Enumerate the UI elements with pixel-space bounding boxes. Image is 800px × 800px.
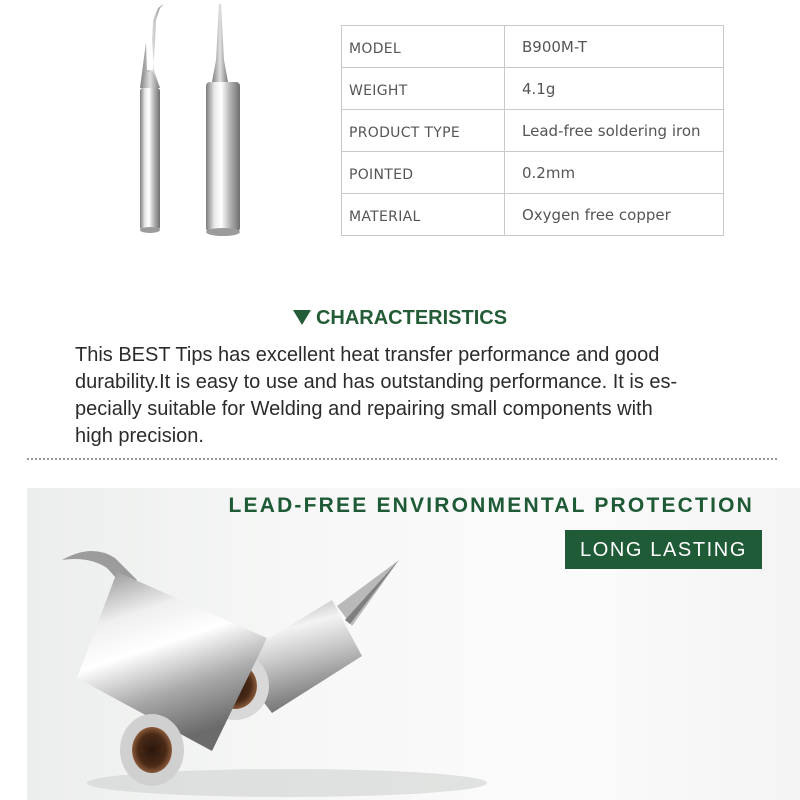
spec-table [341, 25, 724, 236]
spec-key: WEIGHT [342, 68, 505, 110]
spec-key: MODEL [342, 26, 505, 68]
spec-value: Lead-free soldering iron [505, 110, 724, 152]
description-line: high precision. [75, 425, 204, 447]
description-line: This BEST Tips has excellent heat transfer performance and good [75, 344, 660, 366]
banner-headline: LEAD-FREE ENVIRONMENTAL PROTECTION [228, 494, 754, 517]
spec-key: MATERIAL [342, 194, 505, 236]
description-line: pecially suitable for Welding and repairing small components with [75, 398, 653, 420]
spec-value: B900M-T [505, 26, 724, 68]
description-line: durability.It is easy to use and has outstanding performance. It is es- [75, 371, 678, 393]
section-title: CHARACTERISTICS [315, 307, 508, 329]
dotted-divider [27, 458, 777, 460]
long-lasting-badge: LONG LASTING [565, 530, 762, 569]
spec-key: PRODUCT TYPE [342, 110, 505, 152]
spec-key: POINTED [342, 152, 505, 194]
soldering-tips-image [120, 0, 260, 245]
spec-value: Oxygen free copper [505, 194, 724, 236]
description-paragraph [75, 342, 755, 450]
spec-row-material [342, 194, 724, 236]
spec-value: 0.2mm [505, 152, 724, 194]
spec-row-pointed [342, 152, 724, 194]
section-heading [0, 307, 800, 330]
spec-row-weight [342, 68, 724, 110]
spec-row-model [342, 26, 724, 68]
spec-row-product-type [342, 110, 724, 152]
triangle-down-icon [293, 310, 311, 325]
spec-value: 4.1g [505, 68, 724, 110]
